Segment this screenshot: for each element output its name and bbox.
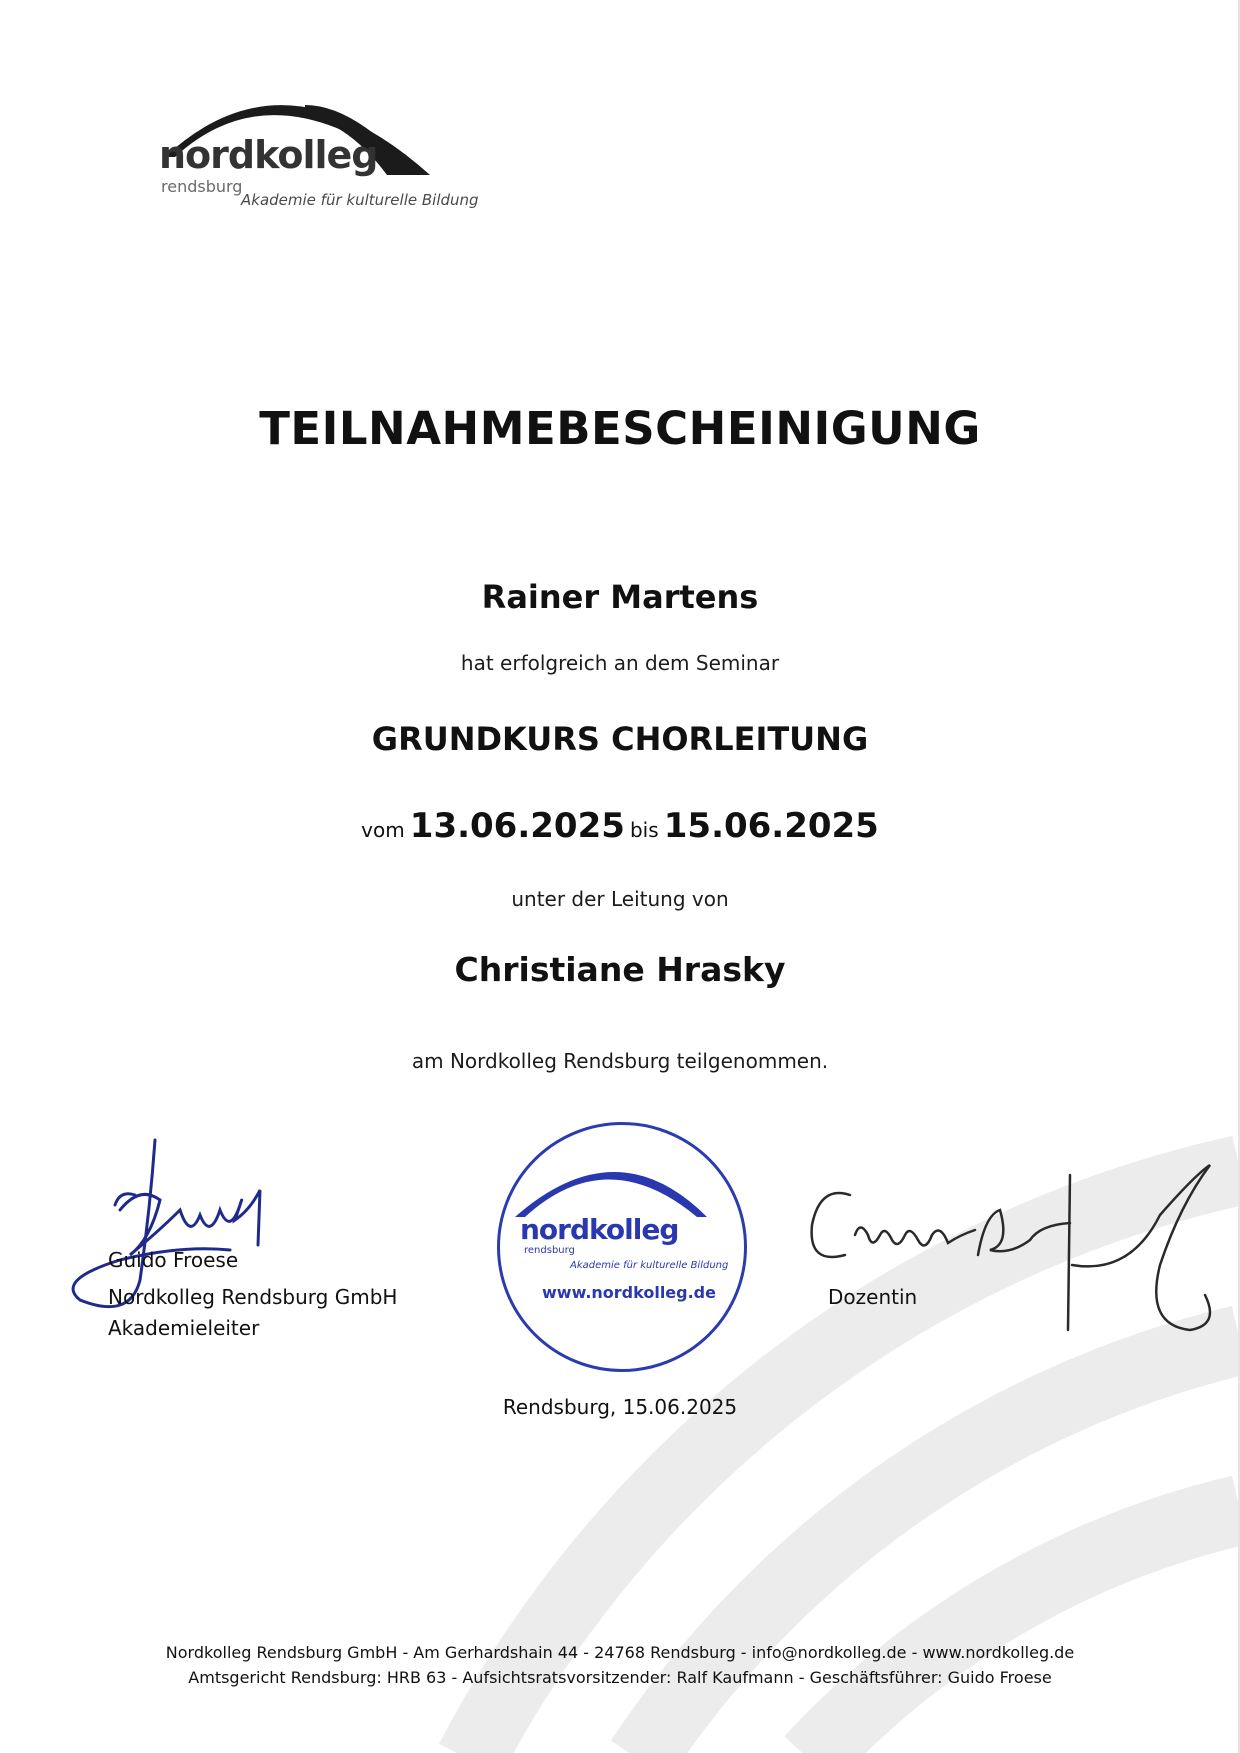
date-to: 15.06.2025 [663,806,879,846]
participation-text: hat erfolgreich an dem Seminar [460,651,780,675]
led-by-text: unter der Leitung von [511,887,729,911]
date-from-label: vom [361,818,405,842]
signatory-right-role: Dozentin [828,1285,918,1309]
instructor-name: Christiane Hrasky [454,950,786,989]
place-and-date: Rendsburg, 15.06.2025 [502,1395,738,1419]
course-title: GRUNDKURS CHORLEITUNG [371,720,869,758]
certificate-title: TEILNAHMEBESCHEINIGUNG [259,402,981,455]
footer-registry: Amtsgericht Rendsburg: HRB 63 - Aufsichtsratsvorsitzender: Ralf Kaufmann - Geschäftsführer: Guido Froese [188,1668,1052,1687]
signatory-left-role: Akademieleiter [108,1316,260,1340]
signatory-left-organization: Nordkolleg Rendsburg GmbH [108,1285,398,1309]
nordkolleg-logo [155,85,495,215]
date-from: 13.06.2025 [409,806,625,846]
stamp-location: rendsburg [524,1245,575,1256]
signatory-left-name: Guido Froese [108,1248,239,1272]
stamp-url: www.nordkolleg.de [542,1283,716,1302]
participant-name: Rainer Martens [481,578,759,616]
date-to-label: bis [629,818,659,842]
logo-location: rendsburg [161,177,243,196]
location-text: am Nordkolleg Rendsburg teilgenommen. [411,1049,829,1073]
stamp-tagline: Akademie für kulturelle Bildung [570,1260,729,1271]
institution-stamp [497,1122,747,1372]
stamp-wordmark: nordkolleg [520,1213,679,1246]
footer-address: Nordkolleg Rendsburg GmbH - Am Gerhardshain 44 - 24768 Rendsburg - info@nordkolleg.de - www.nordkolleg.de [165,1643,1075,1662]
signature-right-icon [800,1155,1220,1345]
course-dates [0,806,1240,846]
logo-wordmark: nordkolleg [159,133,378,177]
logo-tagline: Akademie für kulturelle Bildung [241,191,479,209]
